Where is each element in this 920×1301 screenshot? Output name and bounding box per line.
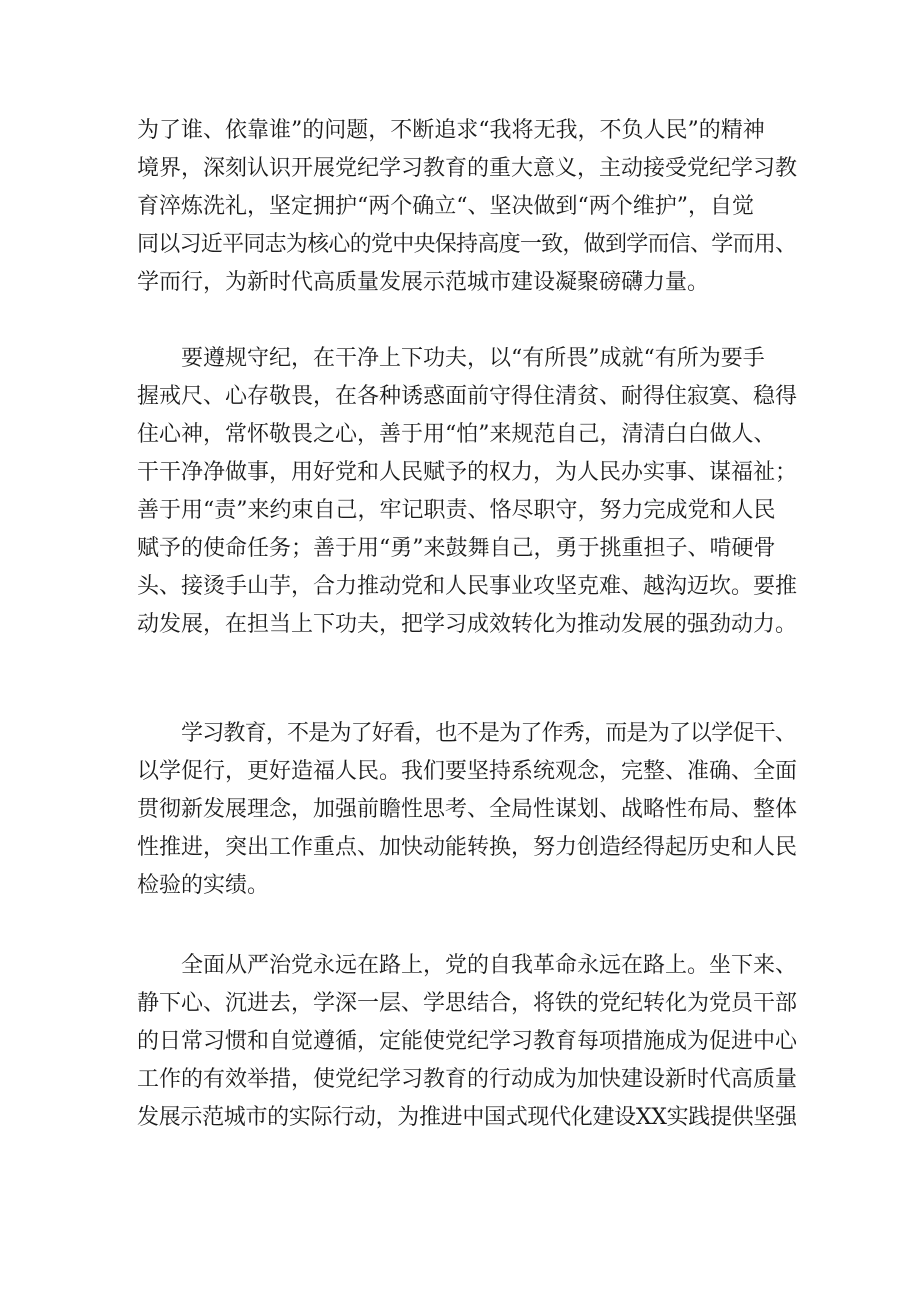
paragraph-3 xyxy=(137,715,797,905)
text-line: 的日常习惯和自觉遵循，定能使党纪学习教育每项措施成为促进中心 xyxy=(137,1029,798,1054)
text-line: 学而行，为新时代高质量发展示范城市建设凝聚磅礴力量。 xyxy=(137,270,710,295)
text-line: 动发展，在担当上下功夫，把学习成效转化为推动发展的强劲动力。 xyxy=(137,612,798,637)
text-line: 赋予的使命任务；善于用“勇”来鼓舞自己，勇于挑重担子、啃硬骨 xyxy=(137,536,776,561)
paragraph-2 xyxy=(137,340,797,644)
text-line: 同以习近平同志为核心的党中央保持高度一致，做到学而信、学而用、 xyxy=(137,232,797,257)
text-line: 境界，深刻认识开展党纪学习教育的重大意义，主动接受党纪学习教 xyxy=(137,156,798,181)
text-line: 学习教育，不是为了好看，也不是为了作秀，而是为了以学促干、 xyxy=(181,721,797,746)
text-line: 贯彻新发展理念，加强前瞻性思考、全局性谋划、战略性布局、整体 xyxy=(137,797,798,822)
text-line: 工作的有效举措，使党纪学习教育的行动成为加快建设新时代高质量 xyxy=(137,1067,798,1092)
paragraph-4 xyxy=(137,947,797,1137)
text-line: 发展示范城市的实际行动，为推进中国式现代化建设XX实践提供坚强 xyxy=(137,1105,797,1130)
text-line: 握戒尺、心存敬畏，在各种诱惑面前守得住清贫、耐得住寂寞、稳得 xyxy=(137,384,798,409)
text-line: 头、接烫手山芋，合力推动党和人民事业攻坚克难、越沟迈坎。要推 xyxy=(137,574,798,599)
text-line: 性推进，突出工作重点、加快动能转换，努力创造经得起历史和人民 xyxy=(137,835,798,860)
text-line: 干干净净做事，用好党和人民赋予的权力，为人民办实事、谋福祉； xyxy=(137,460,798,485)
text-line: 为了谁、依靠谁”的问题，不断追求“我将无我，不负人民”的精神 xyxy=(137,118,765,143)
text-line: 全面从严治党永远在路上，党的自我革命永远在路上。坐下来、 xyxy=(181,953,798,978)
text-line: 以学促行，更好造福人民。我们要坚持系统观念，完整、准确、全面 xyxy=(137,759,798,784)
text-line: 静下心、沉进去，学深一层、学思结合，将铁的党纪转化为党员干部 xyxy=(137,991,798,1016)
text-line: 要遵规守纪，在干净上下功夫，以“有所畏”成就“有所为要手 xyxy=(181,346,765,371)
paragraph-1 xyxy=(137,112,797,302)
text-line: 育淬炼洗礼，坚定拥护“两个确立“、坚决做到“两个维护”，自觉 xyxy=(137,194,754,219)
text-line: 检验的实绩。 xyxy=(137,873,270,898)
text-line: 善于用“责”来约束自己，牢记职责、恪尽职守，努力完成党和人民 xyxy=(137,498,776,523)
text-line: 住心神，常怀敬畏之心，善于用“怕”来规范自己，清清白白做人、 xyxy=(137,422,776,447)
